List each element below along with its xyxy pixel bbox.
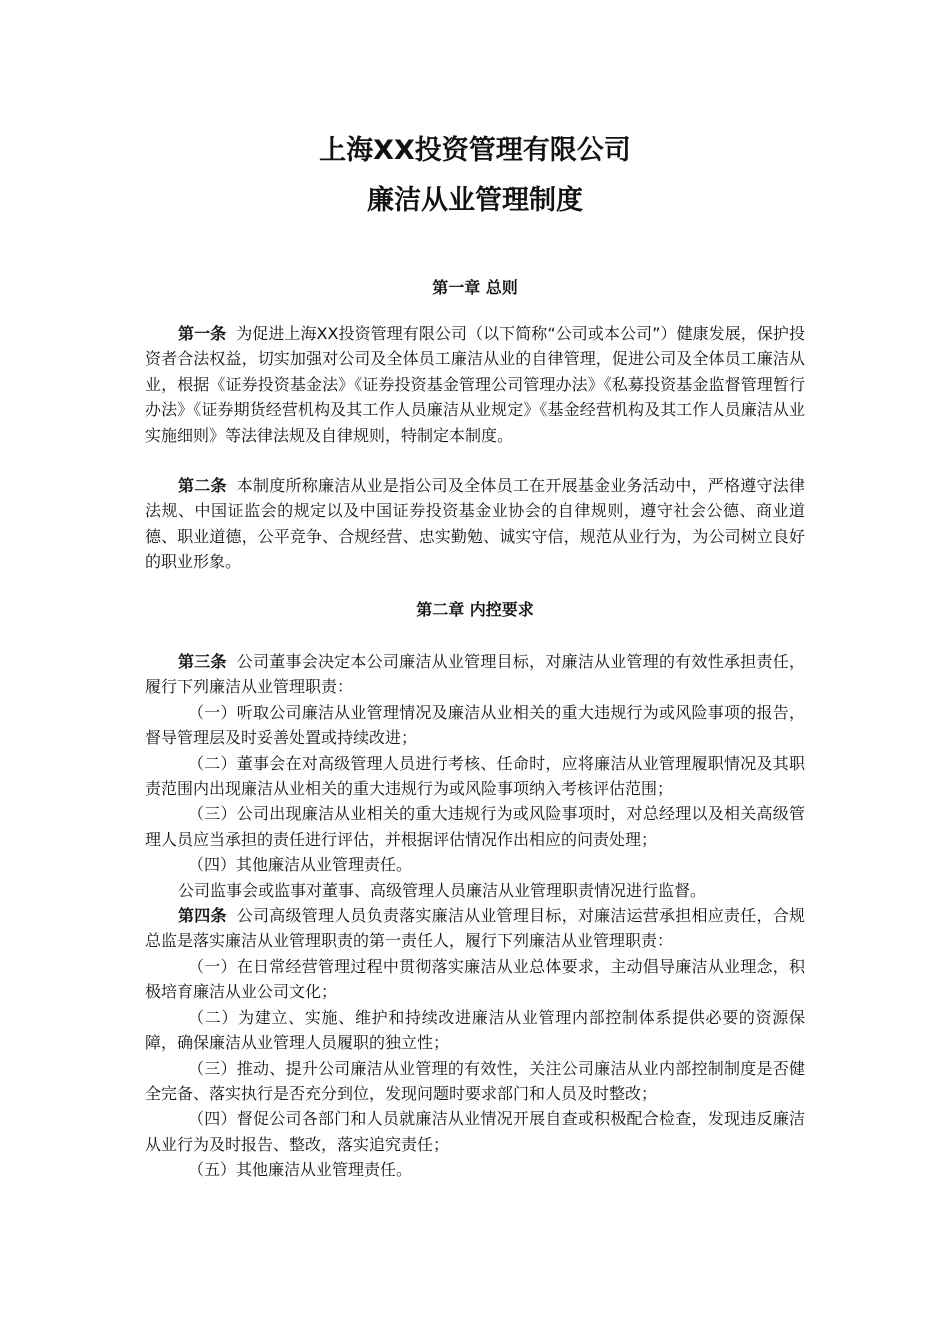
article-4 [145,903,805,954]
article-4-item-3: （三）推动、提升公司廉洁从业管理的有效性，关注公司廉洁从业内部控制制度是否健全完备、落实执行是否充分到位，发现问题时要求部门和人员及时整改； [145,1058,805,1103]
document-title-company: 上海XX投资管理有限公司 [319,135,631,166]
chapter-2-body [145,649,805,1183]
article-4-item-5: （五）其他廉洁从业管理责任。 [188,1160,413,1180]
article-1 [145,321,805,448]
article-3 [145,649,805,700]
article-1-label: 第一条 [178,324,227,343]
article-3-label: 第三条 [178,652,227,671]
chapter-1-body-2 [145,473,805,575]
article-3-item-1: （一）听取公司廉洁从业管理情况及廉洁从业相关的重大违规行为或风险事项的报告，督导管理层及时妥善处置或持续改进； [145,702,805,748]
article-4-label: 第四条 [178,906,227,926]
article-4-item-1: （一）在日常经营管理过程中贯彻落实廉洁从业总体要求，主动倡导廉洁从业理念，积极培育廉洁从业公司文化； [145,956,805,1002]
article-3-text: 公司董事会决定本公司廉洁从业管理目标，对廉洁从业管理的有效性承担责任，履行下列廉洁从业管理职责： [145,652,805,697]
chapter-1-heading: 第一章 总则 [432,278,518,297]
article-2-label: 第二条 [178,476,227,495]
chapter-1-body [145,321,805,448]
article-1-text: 为促进上海XX投资管理有限公司（以下简称“公司或本公司”）健康发展，保护投资者合法权益，切实加强对公司及全体员工廉洁从业的自律管理，促进公司及全体员工廉洁从业，根据《证券投资基金法》《证券投资基金管理公司管理办法》《私募投资基金监督管理暂行办法》《证券期货经营机构及其工作人员廉洁从业规定》《基金经营机构及其工作人员廉洁从业实施细则》等法律法规及自律规则，特制定本制度。 [145,324,805,445]
article-4-text: 公司高级管理人员负责落实廉洁从业管理目标，对廉洁运营承担相应责任，合规总监是落实廉洁从业管理职责的第一责任人，履行下列廉洁从业管理职责： [145,906,805,951]
article-4-item-4: （四）督促公司各部门和人员就廉洁从业情况开展自查或积极配合检查，发现违反廉洁从业行为及时报告、整改，落实追究责任； [145,1109,805,1154]
article-3-item-3: （三）公司出现廉洁从业相关的重大违规行为或风险事项时，对总经理以及相关高级管理人员应当承担的责任进行评估，并根据评估情况作出相应的问责处理； [145,804,805,849]
article-2 [145,473,805,575]
document-title-policy: 廉洁从业管理制度 [367,185,583,216]
article-3-item-2: （二）董事会在对高级管理人员进行考核、任命时，应将廉洁从业管理履职情况及其职责范围内出现廉洁从业相关的重大违规行为或风险事项纳入考核评估范围； [145,753,805,799]
article-3-supervision: 公司监事会或监事对董事、高级管理人员廉洁从业管理职责情况进行监督。 [178,880,707,900]
article-4-item-2: （二）为建立、实施、维护和持续改进廉洁从业管理内部控制体系提供必要的资源保障，确保廉洁从业管理人员履职的独立性； [145,1007,805,1053]
chapter-2-heading: 第二章 内控要求 [416,600,534,619]
article-3-item-4: （四）其他廉洁从业管理责任。 [188,855,413,875]
article-2-text: 本制度所称廉洁从业是指公司及全体员工在开展基金业务活动中，严格遵守法律法规、中国证监会的规定以及中国证券投资基金业协会的自律规则，遵守社会公德、商业道德、职业道德，公平竞争、合规经营、忠实勤勉、诚实守信，规范从业行为，为公司树立良好的职业形象。 [145,476,805,572]
